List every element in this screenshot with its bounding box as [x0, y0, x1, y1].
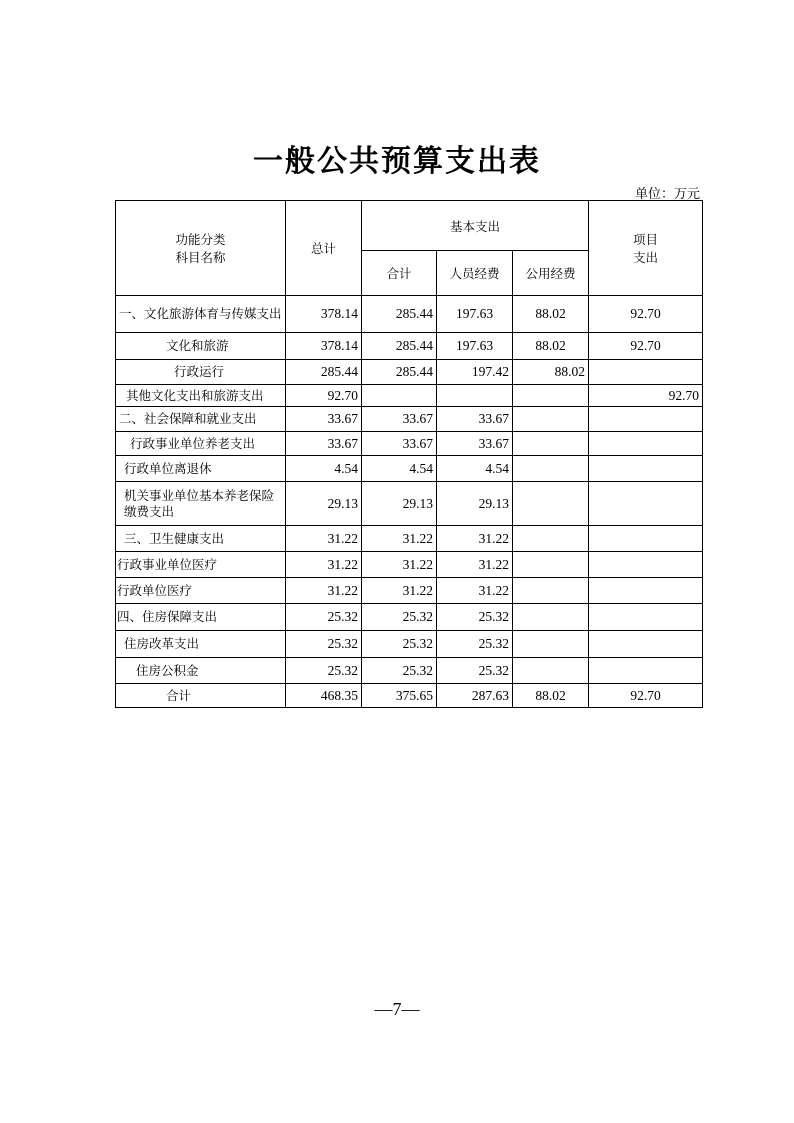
row-public	[513, 385, 589, 407]
row-personnel: 287.63	[437, 684, 513, 708]
row-personnel: 197.63	[437, 333, 513, 360]
row-total: 33.67	[286, 407, 362, 432]
table-row	[116, 360, 703, 385]
row-public	[513, 604, 589, 631]
row-personnel: 33.67	[437, 432, 513, 456]
row-personnel: 25.32	[437, 658, 513, 684]
row-total: 31.22	[286, 526, 362, 552]
row-basic-sum: 25.32	[362, 631, 437, 658]
row-basic-sum: 25.32	[362, 658, 437, 684]
row-name: 三、卫生健康支出	[116, 526, 286, 552]
row-basic-sum: 4.54	[362, 456, 437, 482]
row-basic-sum: 25.32	[362, 604, 437, 631]
row-project: 92.70	[589, 333, 703, 360]
row-total: 4.54	[286, 456, 362, 482]
row-name: 一、文化旅游体育与传媒支出	[116, 296, 286, 333]
table-row	[116, 482, 703, 526]
row-name: 住房公积金	[116, 658, 286, 684]
row-public: 88.02	[513, 360, 589, 385]
row-total: 31.22	[286, 552, 362, 578]
table-row	[116, 456, 703, 482]
row-public	[513, 456, 589, 482]
header-project-line2: 支出	[633, 250, 659, 265]
page-title: 一般公共预算支出表	[253, 144, 541, 179]
row-personnel: 33.67	[437, 407, 513, 432]
row-name: 二、社会保障和就业支出	[116, 407, 286, 432]
row-project	[589, 631, 703, 658]
row-project	[589, 658, 703, 684]
page-number: —7—	[374, 999, 420, 1019]
row-basic-sum: 285.44	[362, 360, 437, 385]
header-public: 公用经费	[513, 251, 589, 296]
row-name: 其他文化支出和旅游支出	[116, 385, 286, 407]
row-name: 住房改革支出	[116, 631, 286, 658]
row-project	[589, 407, 703, 432]
row-name: 行政事业单位医疗	[116, 552, 286, 578]
row-total: 25.32	[286, 631, 362, 658]
header-basic-sum: 合计	[362, 251, 437, 296]
row-basic-sum	[362, 385, 437, 407]
row-name: 行政运行	[116, 360, 286, 385]
row-name: 行政单位离退休	[116, 456, 286, 482]
row-personnel: 31.22	[437, 526, 513, 552]
row-name: 四、住房保障支出	[116, 604, 286, 631]
row-personnel: 31.22	[437, 578, 513, 604]
row-basic-sum: 285.44	[362, 296, 437, 333]
row-personnel: 197.42	[437, 360, 513, 385]
row-name: 机关事业单位基本养老保险缴费支出	[116, 482, 286, 526]
row-basic-sum: 33.67	[362, 407, 437, 432]
row-public: 88.02	[513, 333, 589, 360]
row-project: 92.70	[589, 385, 703, 407]
row-total: 285.44	[286, 360, 362, 385]
row-total: 25.32	[286, 604, 362, 631]
row-project	[589, 526, 703, 552]
row-basic-sum: 285.44	[362, 333, 437, 360]
table-row	[116, 407, 703, 432]
row-public: 88.02	[513, 684, 589, 708]
unit-label: 单位：万元	[634, 187, 700, 202]
row-total: 378.14	[286, 333, 362, 360]
row-project	[589, 482, 703, 526]
row-total: 29.13	[286, 482, 362, 526]
row-total: 33.67	[286, 432, 362, 456]
row-project	[589, 432, 703, 456]
row-name: 合计	[116, 684, 286, 708]
row-personnel: 25.32	[437, 631, 513, 658]
row-project	[589, 552, 703, 578]
row-total: 25.32	[286, 658, 362, 684]
row-public	[513, 631, 589, 658]
table-row	[116, 385, 703, 407]
row-project: 92.70	[589, 296, 703, 333]
table-row-total	[116, 684, 703, 708]
row-name: 行政事业单位养老支出	[116, 432, 286, 456]
table-row	[116, 578, 703, 604]
row-public	[513, 658, 589, 684]
row-basic-sum: 29.13	[362, 482, 437, 526]
row-personnel: 4.54	[437, 456, 513, 482]
header-project	[589, 201, 703, 296]
row-basic-sum: 33.67	[362, 432, 437, 456]
row-basic-sum: 31.22	[362, 578, 437, 604]
row-public	[513, 526, 589, 552]
row-total: 378.14	[286, 296, 362, 333]
table-row	[116, 296, 703, 333]
table-row	[116, 526, 703, 552]
row-project	[589, 360, 703, 385]
row-basic-sum: 31.22	[362, 552, 437, 578]
row-personnel: 25.32	[437, 604, 513, 631]
row-personnel: 31.22	[437, 552, 513, 578]
row-name: 文化和旅游	[116, 333, 286, 360]
row-project	[589, 456, 703, 482]
row-personnel: 197.63	[437, 296, 513, 333]
row-public	[513, 432, 589, 456]
row-total: 92.70	[286, 385, 362, 407]
row-total: 31.22	[286, 578, 362, 604]
table-row	[116, 604, 703, 631]
header-basic: 基本支出	[362, 201, 589, 251]
row-basic-sum: 31.22	[362, 526, 437, 552]
row-basic-sum: 375.65	[362, 684, 437, 708]
table-row	[116, 432, 703, 456]
row-public	[513, 482, 589, 526]
header-total: 总计	[286, 201, 362, 296]
header-category	[116, 201, 286, 296]
row-public	[513, 552, 589, 578]
row-personnel	[437, 385, 513, 407]
row-public	[513, 407, 589, 432]
row-public	[513, 578, 589, 604]
row-project	[589, 578, 703, 604]
row-name: 行政单位医疗	[116, 578, 286, 604]
row-personnel: 29.13	[437, 482, 513, 526]
header-project-line1: 项目	[633, 232, 659, 247]
row-public: 88.02	[513, 296, 589, 333]
table-row	[116, 631, 703, 658]
header-category-line2: 科目名称	[175, 250, 226, 265]
row-project	[589, 604, 703, 631]
header-personnel: 人员经费	[437, 251, 513, 296]
row-project: 92.70	[589, 684, 703, 708]
header-category-line1: 功能分类	[175, 232, 226, 247]
row-total: 468.35	[286, 684, 362, 708]
budget-table	[115, 200, 703, 708]
table-row	[116, 658, 703, 684]
table-row	[116, 552, 703, 578]
table-row	[116, 333, 703, 360]
